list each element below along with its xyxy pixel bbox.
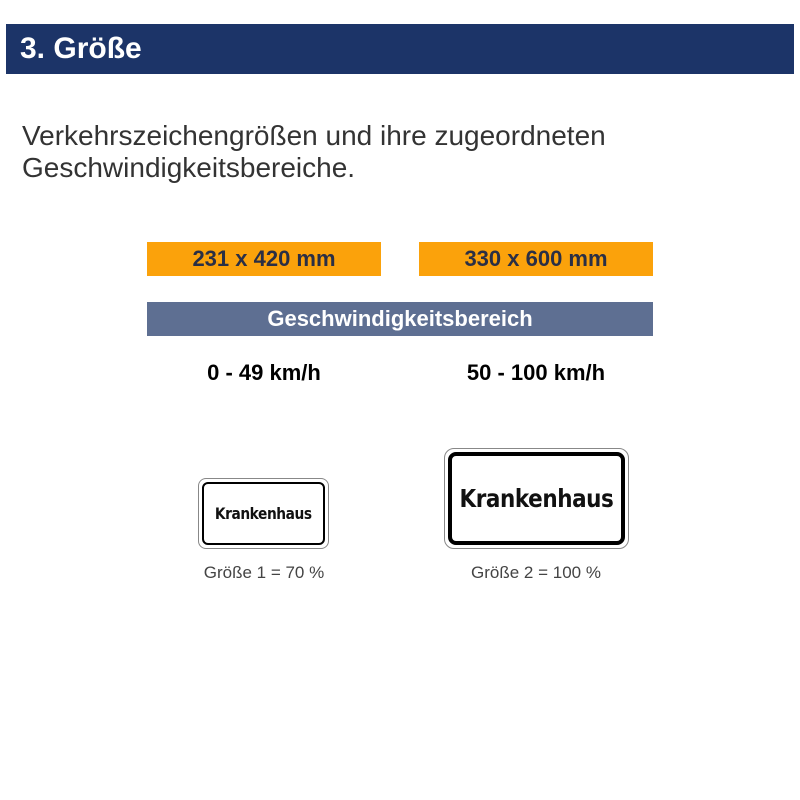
speed-range-1: 0 - 49 km/h (207, 360, 321, 385)
speed-range-2: 50 - 100 km/h (466, 360, 606, 385)
intro-text: Verkehrszeichengrößen und ihre zugeordneten Geschwindigkeitsbereiche. (22, 120, 606, 183)
section-header (6, 24, 794, 74)
size-caption-1: Größe 1 = 70 % (203, 563, 325, 582)
size-badge-2: 330 x 600 mm (419, 242, 653, 276)
section-title: 3. Größe (20, 32, 142, 65)
speed-range-bar: Geschwindigkeitsbereich (147, 302, 653, 336)
sign-text: Krankenhaus (459, 484, 614, 513)
sign-preview-size-2 (444, 448, 629, 549)
size-badge-1: 231 x 420 mm (147, 242, 381, 276)
sign-text: Krankenhaus (215, 504, 312, 523)
size-caption-2: Größe 2 = 100 % (471, 563, 601, 582)
sign-preview-size-1 (198, 478, 329, 549)
